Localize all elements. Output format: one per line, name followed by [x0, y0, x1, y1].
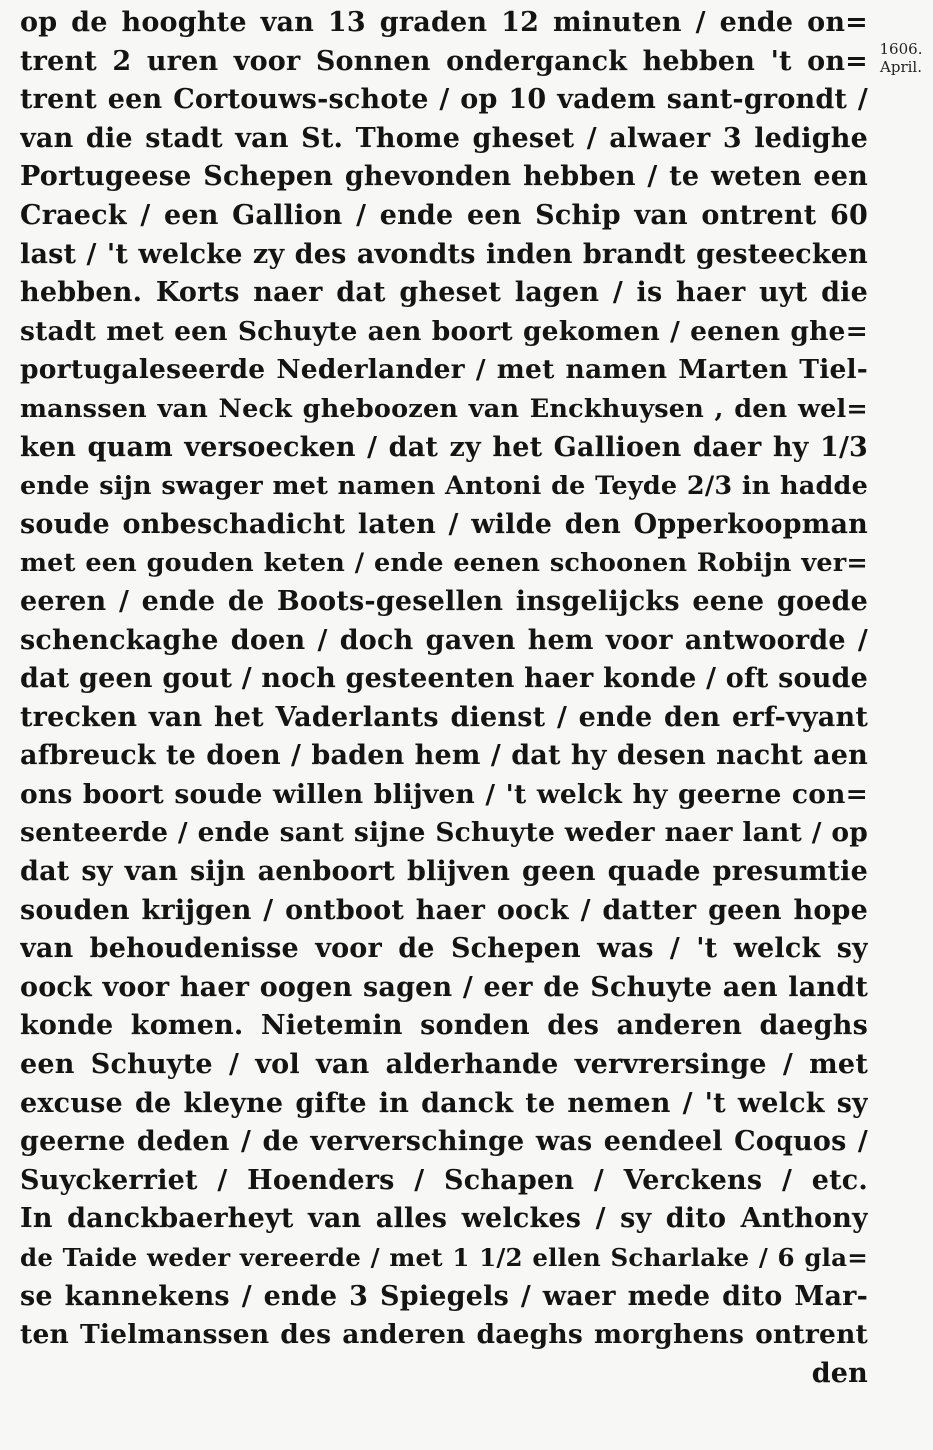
text-line: afbreuck te doen / baden hem / dat hy desen nacht aen [20, 740, 868, 772]
text-line: dat sy van sijn aenboort blijven geen quade presumtie [20, 856, 868, 888]
text-line: dat geen gout / noch gesteenten haer konde / oft soude [20, 663, 868, 695]
text-line: In danckbaerheyt van alles welckes / sy dito Anthony [20, 1203, 868, 1235]
text-line: souden krijgen / ontboot haer oock / datter geen hope [20, 894, 868, 926]
margin-month: April. [880, 58, 922, 76]
text-line: ten Tielmanssen des anderen daeghs morghens ontrent [20, 1319, 868, 1351]
margin-year: 1606. [879, 40, 923, 58]
text-line: soude onbeschadicht laten / wilde den Opperkoopman [20, 508, 868, 540]
text-line: portugaleseerde Nederlander / met namen Marten Tiel- [20, 354, 868, 386]
text-line: van die stadt van St. Thome gheset / alwaer 3 ledighe [20, 122, 868, 154]
text-line: stadt met een Schuyte aen boort gekomen / eenen ghe= [20, 315, 868, 347]
text-line: de Taide weder vereerde / met 1 1/2 ellen Scharlake / 6 gla= [20, 1243, 868, 1272]
text-line: manssen van Neck gheboozen van Enckhuysen , den wel= [20, 393, 868, 424]
text-line: den [811, 1357, 868, 1389]
body-text [20, 4, 868, 1393]
text-line: van behoudenisse voor de Schepen was / 't welck sy [20, 933, 868, 965]
text-line: ken quam versoecken / dat zy het Gallioen daer hy 1/3 [20, 431, 868, 463]
text-line: hebben. Korts naer dat gheset lagen / is haer uyt die [20, 277, 868, 309]
text-line: ende sijn swager met namen Antoni de Teyde 2/3 in hadde [20, 471, 868, 502]
margin-date-note [872, 40, 930, 76]
text-line: een Schuyte / vol van alderhande vervrersinge / met [20, 1049, 868, 1081]
text-line: eeren / ende de Boots-gesellen insgelijcks eene goede [20, 585, 868, 617]
text-line: trent een Cortouws-schote / op 10 vadem sant-grondt / [20, 84, 868, 116]
text-line: geerne deden / de ververschinge was eendeel Coquos / [20, 1126, 868, 1158]
text-line: se kannekens / ende 3 Spiegels / waer mede dito Mar- [20, 1280, 868, 1312]
text-line: Suyckerriet / Hoenders / Schapen / Verckens / etc. [20, 1164, 868, 1196]
text-line: last / 't welcke zy des avondts inden brandt gesteecken [20, 238, 868, 270]
text-line: trecken van het Vaderlants dienst / ende den erf-vyant [20, 701, 868, 733]
text-line: trent 2 uren voor Sonnen onderganck hebben 't on= [20, 45, 868, 77]
text-line: oock voor haer oogen sagen / eer de Schuyte aen landt [20, 971, 868, 1003]
text-line: ons boort soude willen blijven / 't welck hy geerne con= [20, 778, 868, 810]
text-line: op de hooghte van 13 graden 12 minuten / ende on= [20, 7, 868, 38]
text-line: Craeck / een Gallion / ende een Schip van ontrent 60 [20, 199, 868, 231]
text-line: excuse de kleyne gifte in danck te nemen / 't welck sy [20, 1087, 868, 1119]
text-line: konde komen. Nietemin sonden des anderen daeghs [20, 1010, 868, 1042]
text-line: Portugeese Schepen ghevonden hebben / te weten een [20, 161, 868, 193]
text-line: met een gouden keten / ende eenen schoonen Robijn ver= [20, 548, 868, 579]
text-line: schenckaghe doen / doch gaven hem voor antwoorde / [20, 624, 868, 656]
text-line: senteerde / ende sant sijne Schuyte weder naer lant / op [20, 817, 868, 849]
